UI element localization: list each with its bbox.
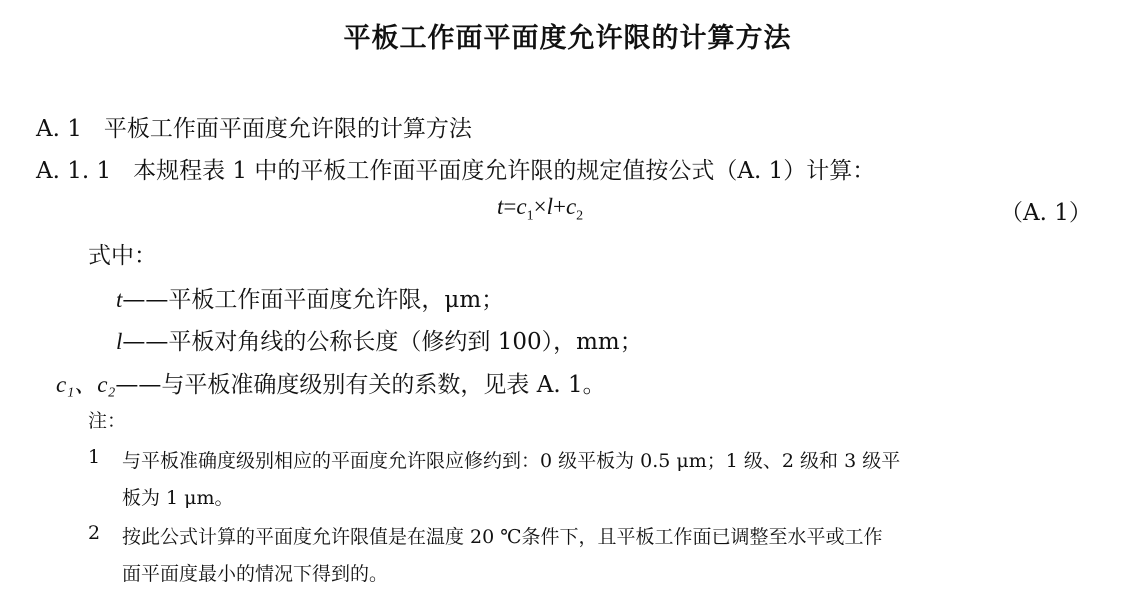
notes-label: 注： [88, 410, 127, 432]
definition-dash: —— [115, 372, 162, 398]
definition-c1-c2 [56, 366, 606, 399]
formula-l: l [546, 194, 553, 219]
section-a1-number: A. 1 [36, 116, 82, 142]
note-1-index: 1 [88, 446, 101, 468]
note-1-line-1: 与平板准确度级别相应的平面度允许限应修约到：0 级平板为 0.5 μm；1 级、2 级和 3 级平 [122, 450, 901, 472]
definition-text: 平板工作面平面度允许限，μm； [168, 287, 505, 313]
note-2-line-2: 面平面度最小的情况下得到的。 [122, 563, 389, 585]
formula-c1-subscript: 1 [526, 208, 534, 224]
section-a11-number: A. 1. 1 [36, 158, 112, 184]
definition-symbol: t [116, 287, 123, 312]
definition-text: 平板对角线的公称长度（修约到 100），mm； [168, 329, 643, 355]
section-a1-text: 平板工作面平面度允许限的计算方法 [103, 116, 472, 142]
definition-dash: —— [122, 287, 169, 313]
formula-equals: = [503, 194, 517, 219]
section-a11 [36, 152, 875, 185]
note-2-line-1: 按此公式计算的平面度允许限值是在温度 20 ℃条件下，且平板工作面已调整至水平或工作 [122, 526, 883, 548]
formula-plus: + [552, 194, 566, 219]
definition-t [116, 281, 504, 314]
page-title: 平板工作面平面度允许限的计算方法 [343, 23, 792, 54]
note-2-index: 2 [88, 522, 101, 544]
section-a1 [36, 110, 472, 143]
definition-l [116, 323, 643, 356]
definition-symbol: l [116, 329, 123, 354]
where-label: 式中： [88, 243, 157, 269]
formula [497, 194, 583, 225]
definition-text: 与平板准确度级别有关的系数，见表 A. 1。 [161, 372, 606, 398]
formula-c2: c [565, 194, 577, 219]
formula-label: （A. 1） [1000, 200, 1092, 226]
formula-times: × [533, 194, 547, 219]
formula-c2-subscript: 2 [576, 208, 584, 224]
definition-symbol: c₁、c₂ [56, 372, 116, 397]
section-a11-text: 本规程表 1 中的平板工作面平面度允许限的规定值按公式（A. 1）计算： [133, 158, 876, 184]
formula-c1: c [516, 194, 527, 219]
definition-dash: —— [122, 329, 169, 355]
formula-t: t [497, 194, 504, 219]
note-1-line-2: 板为 1 μm。 [122, 487, 234, 509]
